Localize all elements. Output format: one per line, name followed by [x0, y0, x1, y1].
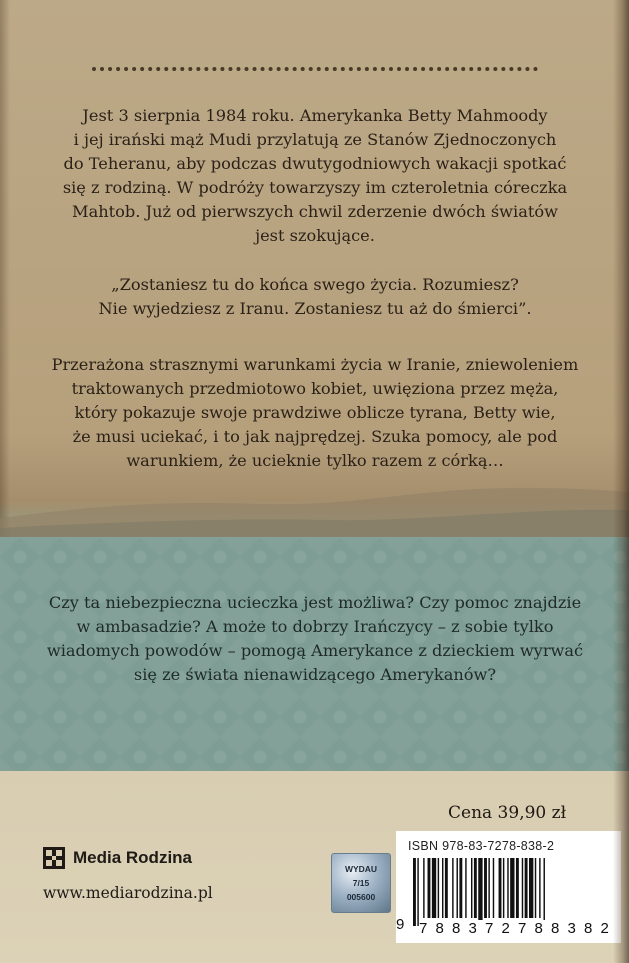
ean-digit: 8 — [584, 920, 595, 937]
ean-digits — [419, 920, 611, 937]
barcode-bar — [522, 858, 523, 918]
barcode-bar — [478, 858, 482, 926]
ean-digit: 8 — [534, 920, 545, 937]
text-line: do Teheranu, aby podczas dwutygodniowych wakacji spotkać — [63, 154, 567, 173]
publisher-url: www.mediarodzina.pl — [43, 884, 213, 902]
text-line: traktowanych przedmiotowo kobiet, uwięziona przez męża, — [71, 379, 559, 398]
price-label: Cena 39,90 zł — [448, 803, 567, 823]
ean-lead-digit: 9 — [396, 916, 405, 933]
barcode-bar — [465, 858, 466, 918]
barcode-bar — [417, 858, 418, 926]
barcode-bar — [457, 858, 458, 918]
text-line: się ze świata nienawidzącego Amerykanów? — [133, 665, 497, 684]
barcode-bar — [510, 858, 514, 918]
sticker-text: 005600 — [346, 892, 376, 902]
text-line: Przerażona strasznymi warunkami życia w Iranie, zniewoleniem — [51, 355, 579, 374]
publisher-name: Media Rodzina — [73, 848, 193, 867]
barcode-bar — [488, 858, 489, 918]
barcode-bar — [445, 858, 448, 918]
publisher-logo — [42, 846, 192, 870]
sticker-text: 7/15 — [352, 878, 370, 888]
barcode-bar — [516, 858, 519, 918]
text-line: Mahtob. Już od pierwszych chwil zderzenie dwóch światów — [72, 202, 558, 221]
barcode-bar — [503, 858, 504, 918]
barcode-bar — [413, 858, 416, 926]
ean-digit: 7 — [518, 920, 529, 937]
text-line: Jest 3 sierpnia 1984 roku. Amerykanka Betty Mahmoody — [82, 106, 548, 125]
ean-digit: 3 — [567, 920, 578, 937]
dotted-divider — [92, 67, 538, 71]
ean-digit: 7 — [485, 920, 496, 937]
ean-digit: 8 — [551, 920, 562, 937]
sticker-text: WYDAU — [344, 864, 378, 874]
text-line: warunkiem, że ucieknie tylko razem z córką… — [126, 451, 504, 470]
barcode-bar — [499, 858, 502, 918]
text-line: się z rodziną. W podróży towarzyszy im czteroletnia córeczka — [62, 178, 568, 197]
publisher-mark-icon — [42, 846, 66, 870]
desert-dunes-image — [0, 478, 629, 538]
teaser-paragraph — [20, 591, 610, 687]
barcode-bar — [428, 858, 431, 918]
barcode-bar — [493, 858, 494, 918]
barcode-bar — [525, 858, 528, 918]
barcode-bar — [452, 858, 453, 918]
barcode-bar — [459, 858, 462, 918]
spine-shadow-right — [613, 0, 629, 963]
barcode-bar — [539, 858, 540, 918]
text-line: „Zostaniesz tu do końca swego życia. Rozumiesz? — [111, 275, 519, 294]
ean-digit: 7 — [419, 920, 430, 937]
barcode-bar — [529, 858, 533, 918]
text-line: który pokazuje swoje prawdziwe oblicze tyrana, Betty wie, — [74, 403, 556, 422]
ean-digit: 8 — [435, 920, 446, 937]
barcode-bar — [544, 858, 545, 926]
hologram-sticker — [331, 853, 391, 913]
barcode-bar — [535, 858, 536, 918]
text-line: wiadomych powodów – pomogą Amerykance z dzieckiem wyrwać — [46, 641, 584, 660]
text-line: że musi uciekać, i to jak najprędzej. Szuka pomocy, ale pod — [72, 427, 558, 446]
barcode-bar — [474, 858, 477, 918]
text-line: w ambasadzie? A może to dobrzy Irańczycy – z sobie tylko — [76, 617, 554, 636]
barcode-bar — [423, 858, 424, 918]
ean-digit: 3 — [468, 920, 479, 937]
barcode-bar — [432, 858, 436, 918]
barcode-bar — [442, 858, 443, 918]
text-line: Czy ta niebezpieczna ucieczka jest możliwa? Czy pomoc znajdzie — [48, 593, 582, 612]
ean-digit: 2 — [600, 920, 611, 937]
barcode-bar — [438, 858, 439, 918]
synopsis-paragraph-3 — [20, 353, 610, 473]
ean-barcode — [411, 858, 615, 926]
barcode-bar — [507, 858, 508, 918]
ean-digit: 8 — [452, 920, 463, 937]
ean-digit: 2 — [501, 920, 512, 937]
text-line: Nie wyjedziesz z Iranu. Zostaniesz tu aż do śmierci”. — [98, 299, 532, 318]
barcode-bar — [471, 858, 472, 918]
barcode-bar — [484, 858, 487, 918]
text-line: i jej irański mąż Mudi przylatują ze Stanów Zjednoczonych — [73, 130, 557, 149]
isbn-number: ISBN 978-83-7278-838-2 — [408, 839, 555, 853]
quote-paragraph — [20, 273, 610, 321]
synopsis-paragraph-1 — [20, 104, 610, 248]
text-line: jest szokujące. — [255, 226, 375, 245]
